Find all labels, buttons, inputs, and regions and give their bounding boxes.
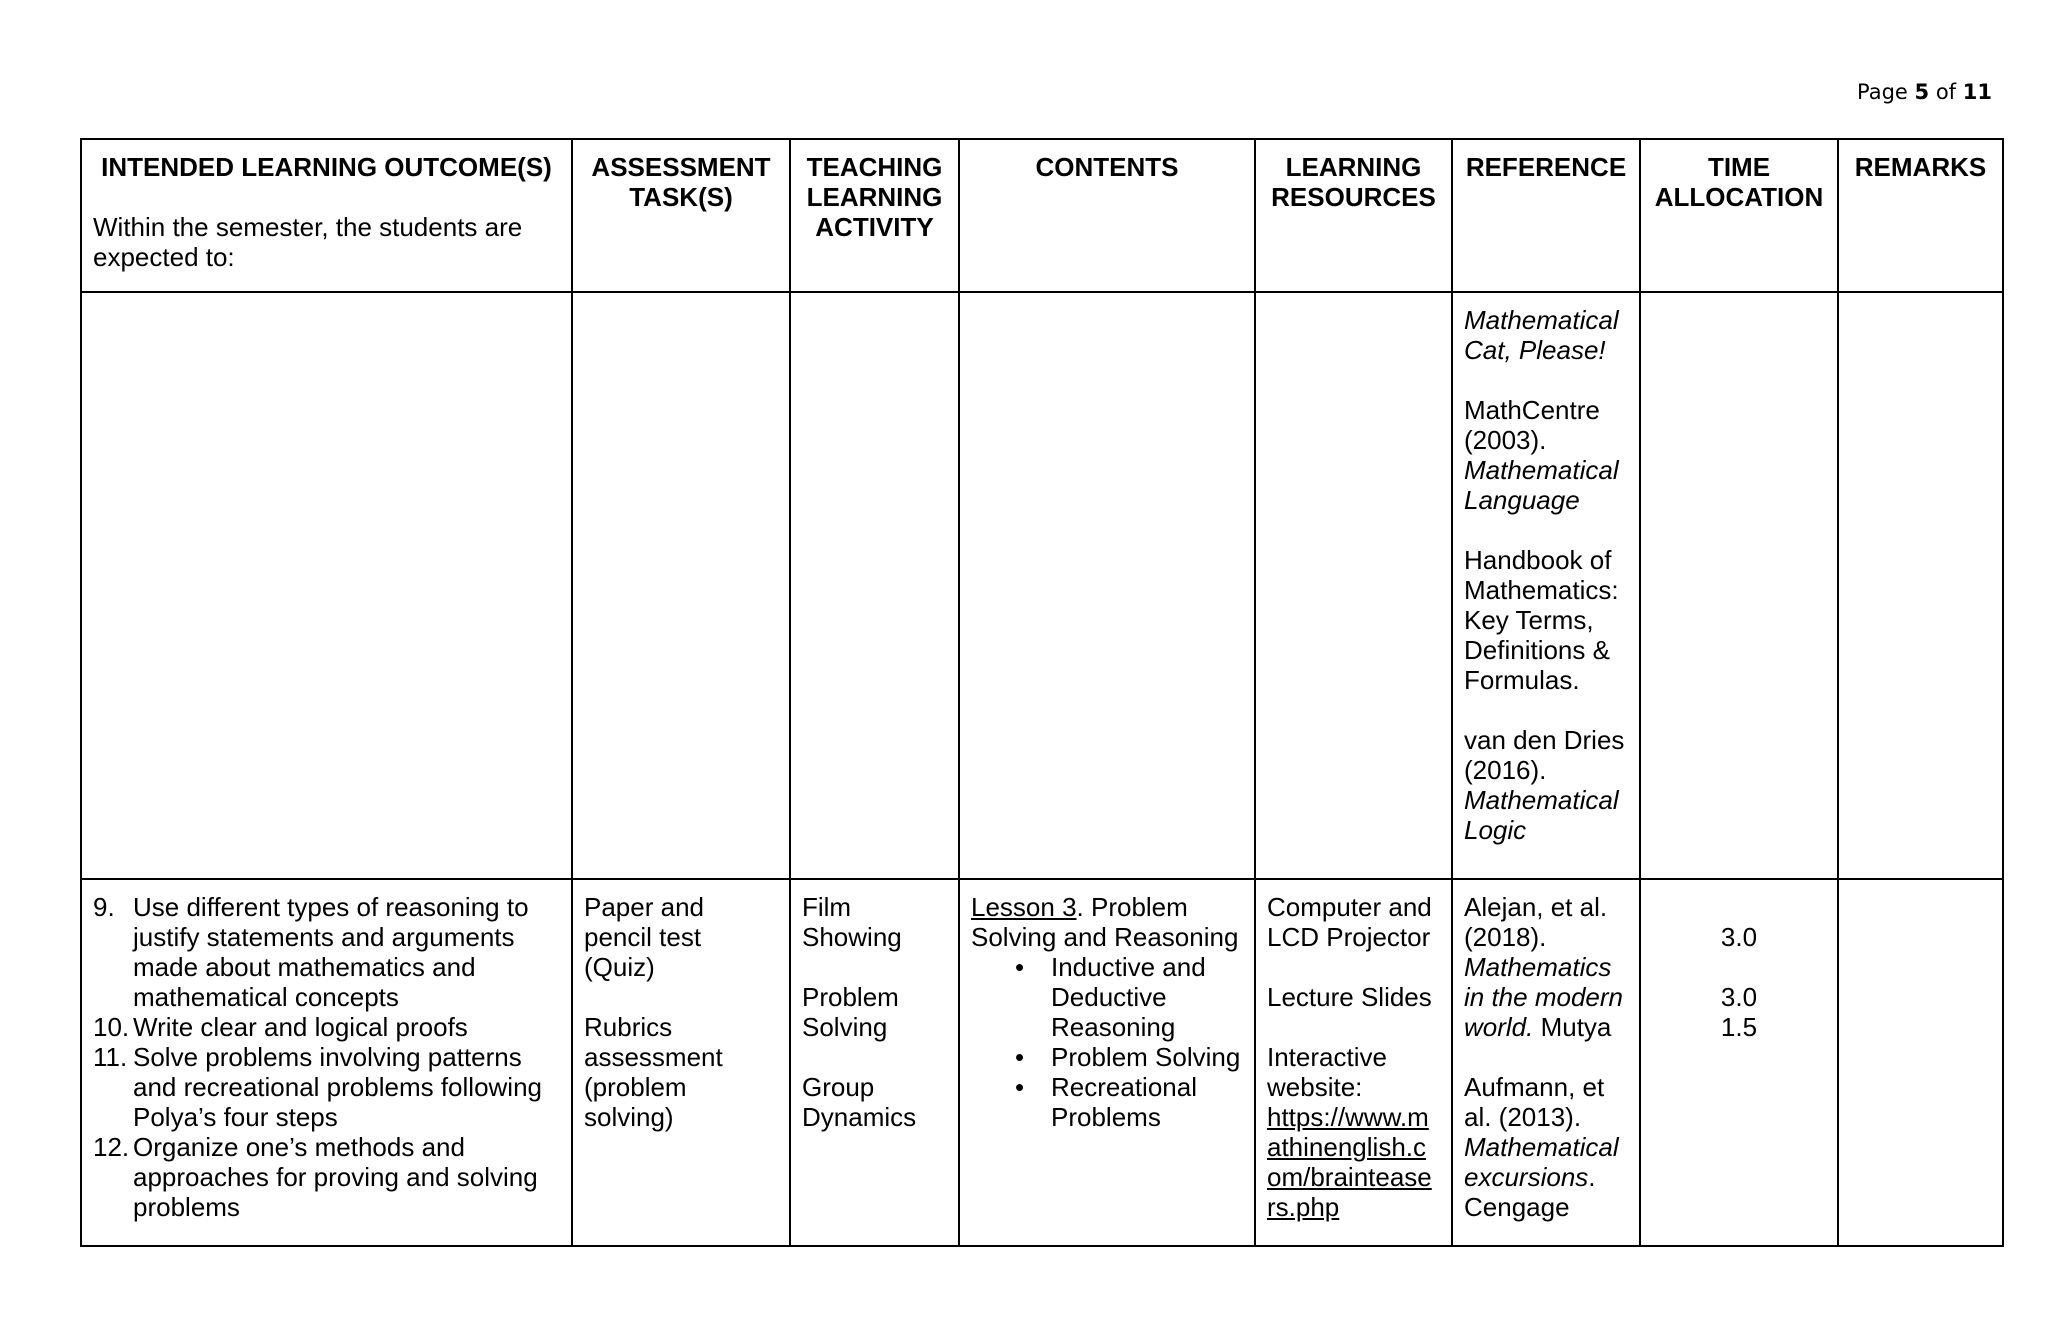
reference-plain: Aufmann, et al. (2013).	[1464, 1072, 1605, 1132]
cell-ilo-empty	[81, 292, 572, 879]
cell-remarks	[1838, 879, 2003, 1246]
website-label: Interactive website:	[1267, 1042, 1387, 1102]
page-total: 11	[1962, 80, 1992, 104]
reference-italic: Mathematical excursions	[1464, 1132, 1619, 1192]
header-row	[81, 139, 2003, 292]
cell-contents-empty	[959, 292, 1255, 879]
website-link[interactable]: https://www.mathinenglish.com/brainteasers.php	[1267, 1102, 1432, 1222]
ilo-number: 11.	[93, 1042, 128, 1072]
resource-item: Computer and LCD Projector	[1267, 892, 1432, 952]
ilo-text: Use different types of reasoning to justify statements and arguments made about mathematics and mathematical concepts	[133, 892, 529, 1012]
reference-plain: MathCentre (2003).	[1464, 395, 1600, 455]
cell-assessment-empty	[572, 292, 790, 879]
reference-plain: Handbook of Mathematics: Key Terms, Definitions & Formulas.	[1464, 545, 1619, 695]
table-row	[81, 879, 2003, 1246]
time-value: 3.0	[1720, 982, 1758, 1012]
lesson-label: Lesson 3	[971, 892, 1077, 922]
lesson-title: . Problem Solving and Reasoning	[971, 892, 1239, 952]
reference-italic: Mathematics in the modern world.	[1464, 952, 1623, 1042]
cell-ilo	[81, 879, 572, 1246]
bullet-icon: •	[1015, 952, 1025, 982]
cell-tla	[790, 879, 959, 1246]
ilo-item	[93, 1012, 560, 1042]
resource-website	[1267, 1042, 1440, 1222]
cell-contents	[959, 879, 1255, 1246]
ilo-number: 9.	[93, 892, 115, 922]
header-ilo-title: INTENDED LEARNING OUTCOME(S)	[101, 152, 552, 182]
topic-text: Problem Solving	[1051, 1042, 1241, 1072]
header-resources: LEARNING RESOURCES	[1255, 139, 1452, 292]
time-value: 3.0	[1720, 922, 1758, 952]
reference-plain: Alejan, et al. (2018).	[1464, 892, 1608, 952]
cell-time	[1640, 879, 1838, 1246]
ilo-text: Write clear and logical proofs	[133, 1012, 468, 1042]
lesson-heading	[971, 892, 1243, 952]
reference-after: . Cengage	[1464, 1162, 1596, 1222]
ilo-text: Organize one’s methods and approaches for proving and solving problems	[133, 1132, 538, 1222]
cell-resources	[1255, 879, 1452, 1246]
ilo-list	[93, 892, 560, 1222]
bullet-icon: •	[1015, 1072, 1025, 1102]
ilo-number: 12.	[93, 1132, 130, 1162]
header-ilo	[81, 139, 572, 292]
page-current: 5	[1914, 80, 1930, 104]
ilo-item	[93, 1132, 560, 1222]
reference-entry	[1464, 892, 1628, 1042]
reference-entry	[1464, 1072, 1628, 1222]
header-reference: REFERENCE	[1452, 139, 1640, 292]
reference-italic: Mathematical Cat, Please!	[1464, 305, 1619, 365]
table-row	[81, 292, 2003, 879]
header-remarks: REMARKS	[1838, 139, 2003, 292]
cell-resources-empty	[1255, 292, 1452, 879]
ilo-item	[93, 892, 560, 1012]
time-spacer	[1652, 952, 1826, 982]
header-time: TIME ALLOCATION	[1640, 139, 1838, 292]
cell-time-empty	[1640, 292, 1838, 879]
reference-entry	[1464, 305, 1628, 365]
ilo-item	[93, 1042, 560, 1132]
header-contents: CONTENTS	[959, 139, 1255, 292]
topic-item	[1015, 952, 1243, 1042]
resource-item: Lecture Slides	[1267, 982, 1432, 1012]
cell-remarks-empty	[1838, 292, 2003, 879]
reference-entry	[1464, 725, 1628, 845]
reference-entry	[1464, 395, 1628, 515]
tla-item: Film Showing	[802, 892, 902, 952]
syllabus-table	[80, 138, 2004, 1247]
tla-item: Group Dynamics	[802, 1072, 917, 1132]
header-ilo-subtitle: Within the semester, the students are expected to:	[93, 212, 523, 272]
topic-text: Recreational Problems	[1051, 1072, 1197, 1132]
page-number	[1857, 80, 1992, 104]
ilo-number: 10.	[93, 1012, 130, 1042]
tla-item: Problem Solving	[802, 982, 899, 1042]
reference-after: Mutya	[1540, 1012, 1612, 1042]
topic-list	[971, 952, 1243, 1132]
topic-text: Inductive and Deductive Reasoning	[1051, 952, 1206, 1042]
topic-item	[1015, 1072, 1243, 1132]
reference-plain: van den Dries (2016).	[1464, 725, 1625, 785]
topic-item	[1015, 1042, 1243, 1072]
page-of-label: of	[1935, 80, 1957, 104]
header-assessment: ASSESSMENT TASK(S)	[572, 139, 790, 292]
reference-italic: Mathematical Logic	[1464, 785, 1619, 845]
ilo-text: Solve problems involving patterns and recreational problems following Polya’s four steps	[133, 1042, 543, 1132]
cell-tla-empty	[790, 292, 959, 879]
time-value: 1.5	[1720, 1012, 1758, 1042]
bullet-icon: •	[1015, 1042, 1025, 1072]
cell-assessment	[572, 879, 790, 1246]
cell-reference	[1452, 292, 1640, 879]
cell-reference	[1452, 879, 1640, 1246]
header-tla: TEACHING LEARNING ACTIVITY	[790, 139, 959, 292]
reference-entry	[1464, 545, 1628, 695]
assessment-item: Rubrics assessment (problem solving)	[584, 1012, 723, 1132]
page-label: Page	[1856, 80, 1908, 104]
assessment-item: Paper and pencil test (Quiz)	[584, 892, 704, 982]
reference-italic: Mathematical Language	[1464, 455, 1619, 515]
time-spacer	[1652, 892, 1826, 922]
